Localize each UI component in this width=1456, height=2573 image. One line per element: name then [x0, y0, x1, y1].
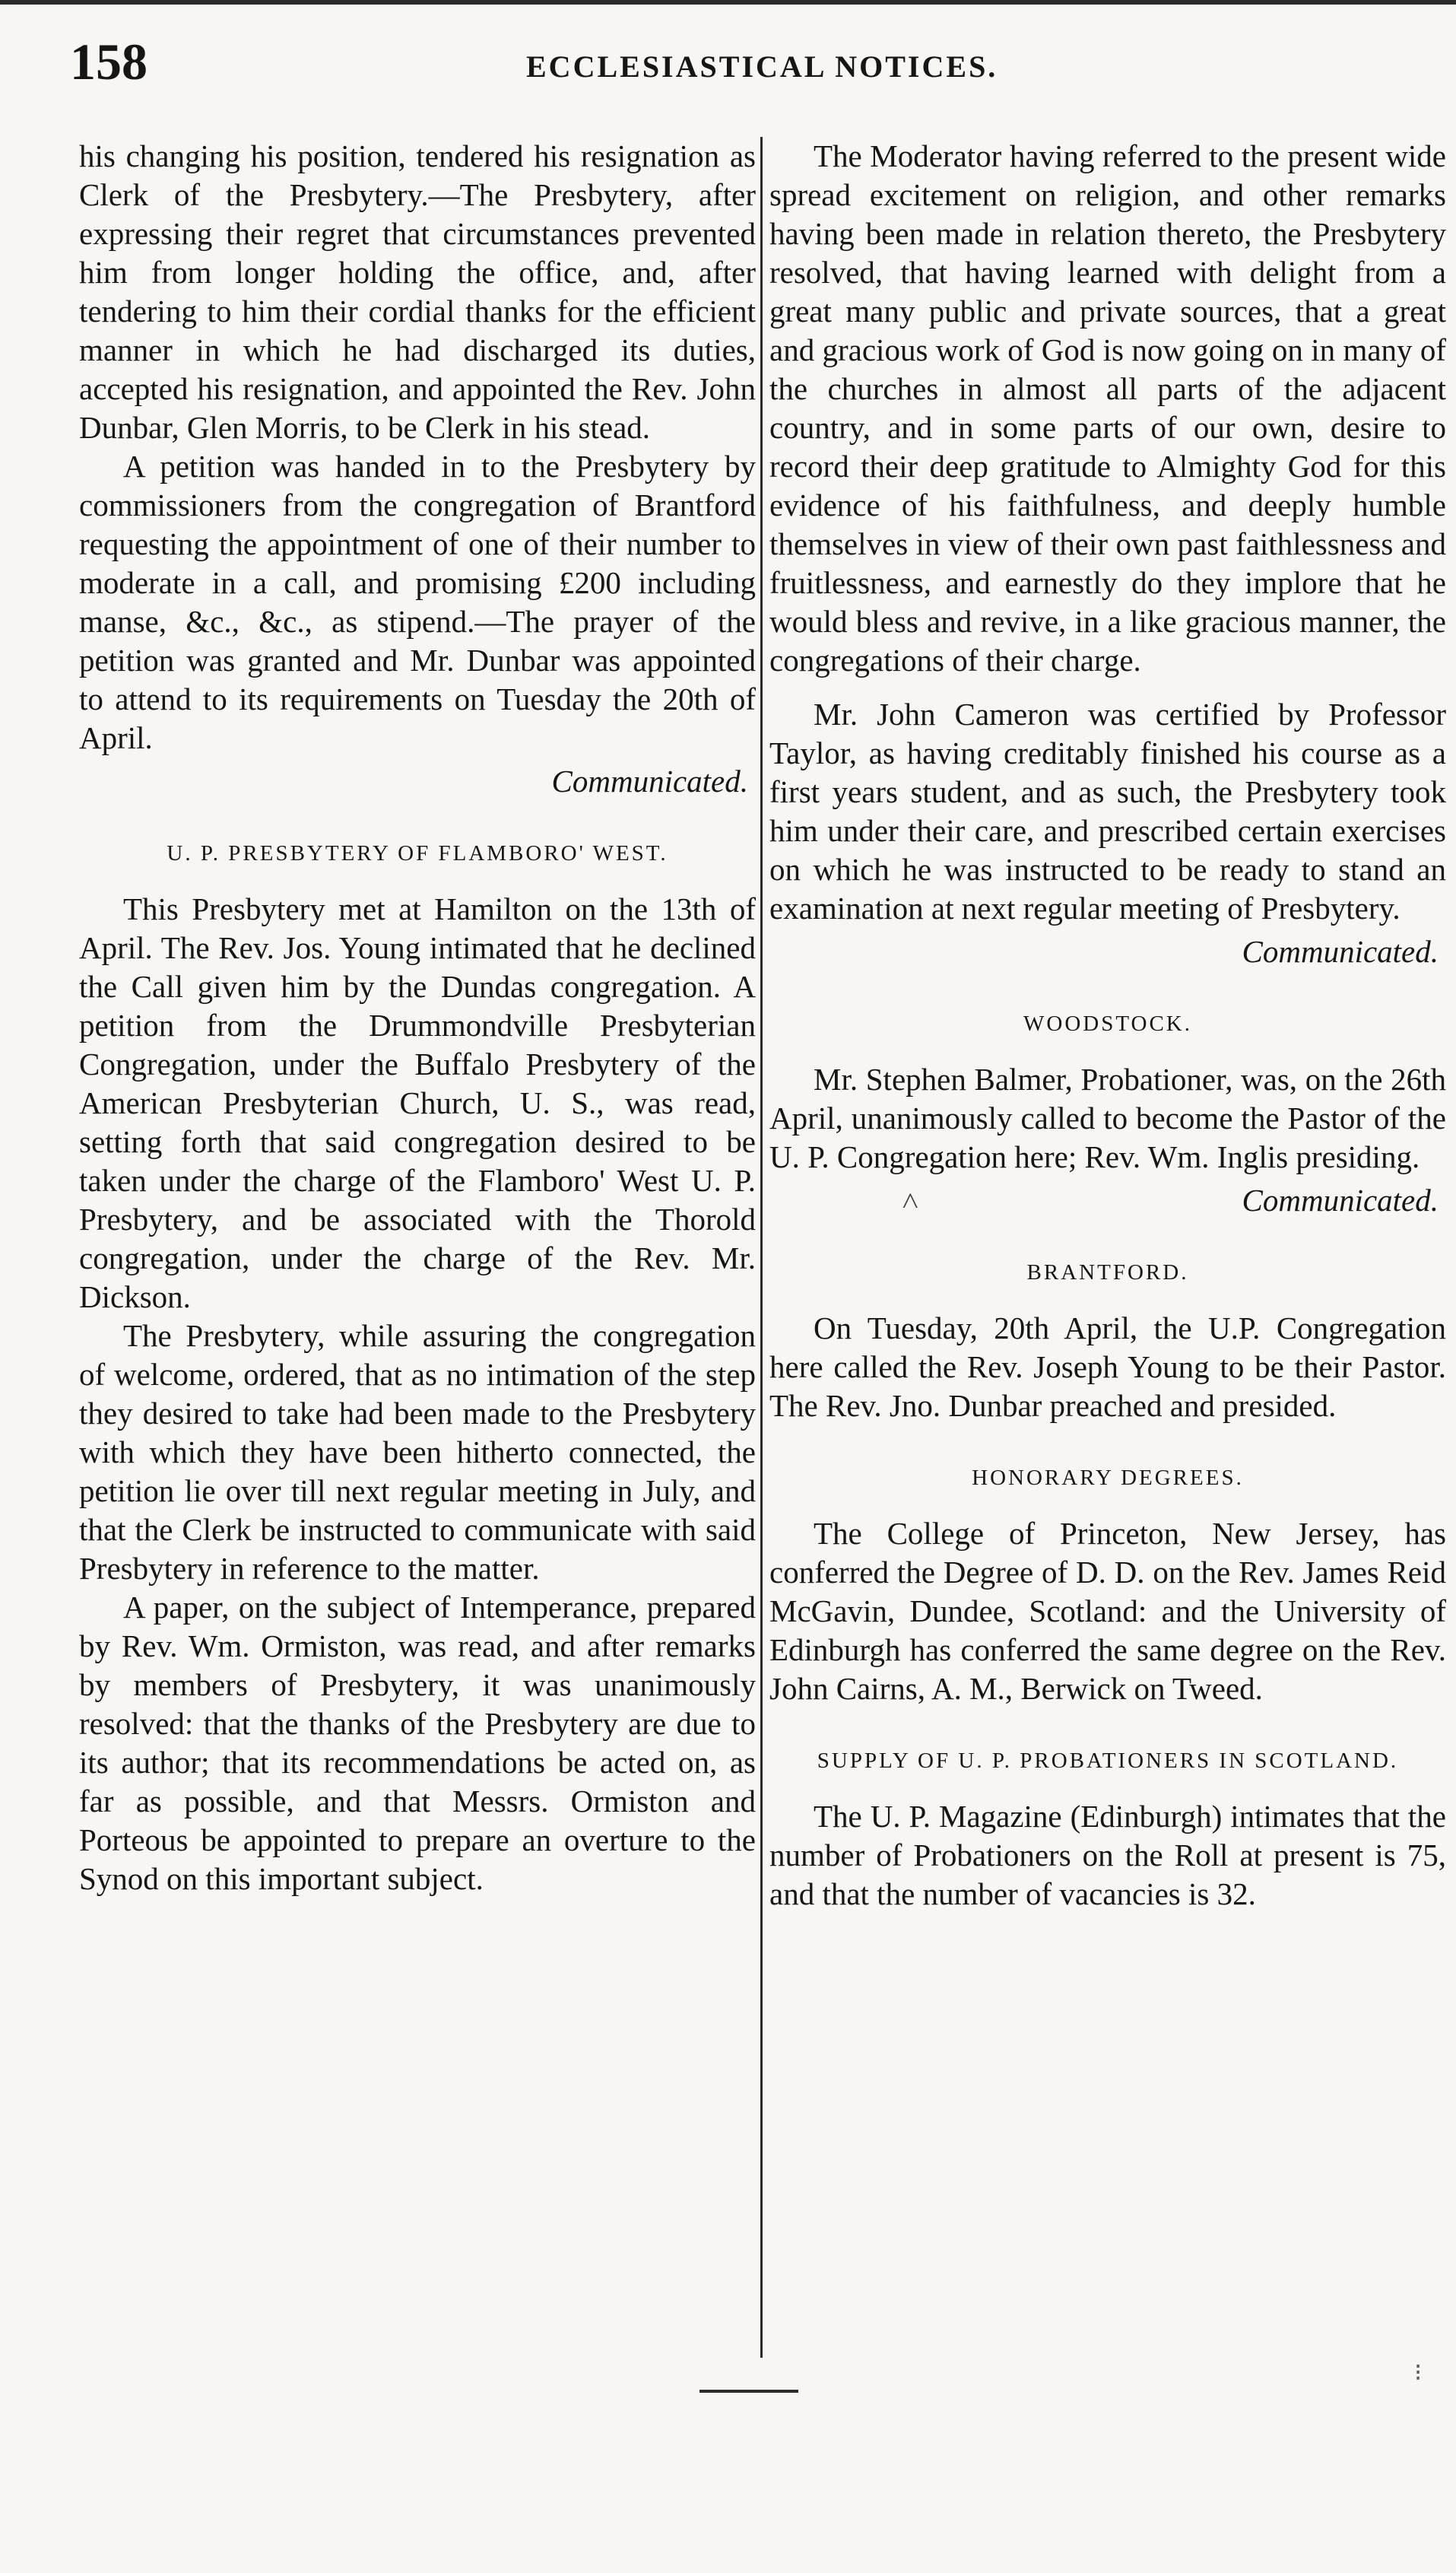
section-heading-woodstock: WOODSTOCK.	[1023, 1012, 1192, 1036]
paragraph: A petition was handed in to the Presbytery by commissioners from the congregation of Brantford requesting the appointment of one of their number to moderate in a call, and promising £200 including manse, &c., &c., as stipend.—The prayer of the petition was granted and Mr. Dunbar was appointed to attend to its requirements on Tuesday the 20th of April.	[79, 449, 756, 755]
paragraph: Mr. John Cameron was certified by Professor Taylor, as having creditably finished his course as a first years student, and as such, the Presbytery took him under their care, and prescribed certain exercises on which he was instructed to be ready to stand an examination at next regular meeting of Presbytery.	[769, 697, 1446, 926]
paragraph: A paper, on the subject of Intemperance, prepared by Rev. Wm. Ormiston, was read, and after remarks by members of Presbytery, it was unanimously resolved: that the thanks of the Presbytery are due to its author; that its recommendations be acted on, as far as possible, and that Messrs. Ormiston and Porteous be appointed to prepare an overture to the Synod on this important subject.	[79, 1590, 756, 1896]
section-heading-honorary-degrees: HONORARY DEGREES.	[972, 1466, 1244, 1490]
paragraph: The Presbytery, while assuring the congregation of welcome, ordered, that as no intimation of the step they desired to take had been made to the Presbytery with which they have been hitherto connected, the petition lie over till next regular meeting in July, and that the Clerk be instructed to communicate with said Presbytery in reference to the matter.	[79, 1318, 756, 1586]
paragraph: The U. P. Magazine (Edinburgh) intimates that the number of Probationers on the Roll at present is 75, and that the number of vacancies is 32.	[769, 1799, 1446, 1911]
margin-speck: ⁝	[1414, 2359, 1423, 2386]
signature-communicated: Communicated.	[1242, 1183, 1439, 1218]
left-column	[79, 137, 756, 1898]
paragraph: This Presbytery met at Hamilton on the 13th of April. The Rev. Jos. Young intimated that he declined the Call given him by the Dundas congregation. A petition from the Drummondville Presbyterian Congregation, under the Buffalo Presbytery of the American Presbyterian Church, U. S., was read, setting forth that said congregation desired to be taken under the charge of the Flamboro' West U. P. Presbytery, and be associated with the Thorold congregation, under the charge of the Rev. Mr. Dickson.	[79, 891, 756, 1314]
page-header	[70, 32, 1439, 100]
end-rule	[699, 2390, 798, 2393]
ink-speck: ˄	[902, 1183, 919, 1218]
section-heading-flamboro: U. P. PRESBYTERY OF FLAMBORO' WEST.	[167, 841, 668, 866]
page-top-edge	[0, 0, 1456, 5]
paragraph-gap	[769, 680, 1446, 695]
running-title: ECCLESIASTICAL NOTICES.	[526, 49, 998, 84]
paragraph: The College of Princeton, New Jersey, has conferred the Degree of D. D. on the Rev. James Reid McGavin, Dundee, Scotland: and the University of Edinburgh has conferred the same degree on the Rev. John Cairns, A. M., Berwick on Tweed.	[769, 1516, 1446, 1706]
section-heading-brantford: BRANTFORD.	[1026, 1260, 1189, 1285]
paragraph: On Tuesday, 20th April, the U.P. Congregation here called the Rev. Joseph Young to be their Pastor. The Rev. Jno. Dunbar preached and presided.	[769, 1310, 1446, 1423]
section-heading-supply: SUPPLY OF U. P. PROBATIONERS IN SCOTLAND.	[817, 1749, 1399, 1773]
paragraph: The Moderator having referred to the present wide spread excitement on religion, and other remarks having been made in relation thereto, the Presbytery resolved, that having learned with delight from a great many public and private sources, that a great and gracious work of God is now going on in many of the churches in almost all parts of the adjacent country, and in some parts of our own, desire to record their deep gratitude to Almighty God for this evidence of his faithfulness, and deeply humble themselves in view of their own past faithlessness and fruitlessness, and earnestly do they implore that he would bless and revive, in a like gracious manner, the congregations of their charge.	[769, 138, 1446, 678]
signature-communicated: Communicated.	[1242, 934, 1439, 969]
paragraph: Mr. Stephen Balmer, Probationer, was, on the 26th April, unanimously called to become the Pastor of the U. P. Congregation here; Rev. Wm. Inglis presiding.	[769, 1062, 1446, 1174]
right-column	[769, 137, 1446, 1914]
paragraph: his changing his position, tendered his resignation as Clerk of the Presbytery.—The Presbytery, after expressing their regret that circumstances prevented him from longer holding the office, and, after tendering to him their cordial thanks for the efficient manner in which he had discharged its duties, accepted his resignation, and appointed the Rev. John Dunbar, Glen Morris, to be Clerk in his stead.	[79, 138, 756, 445]
signature-communicated: Communicated.	[551, 764, 748, 799]
page-number: 158	[70, 33, 148, 91]
column-divider	[760, 137, 763, 2358]
